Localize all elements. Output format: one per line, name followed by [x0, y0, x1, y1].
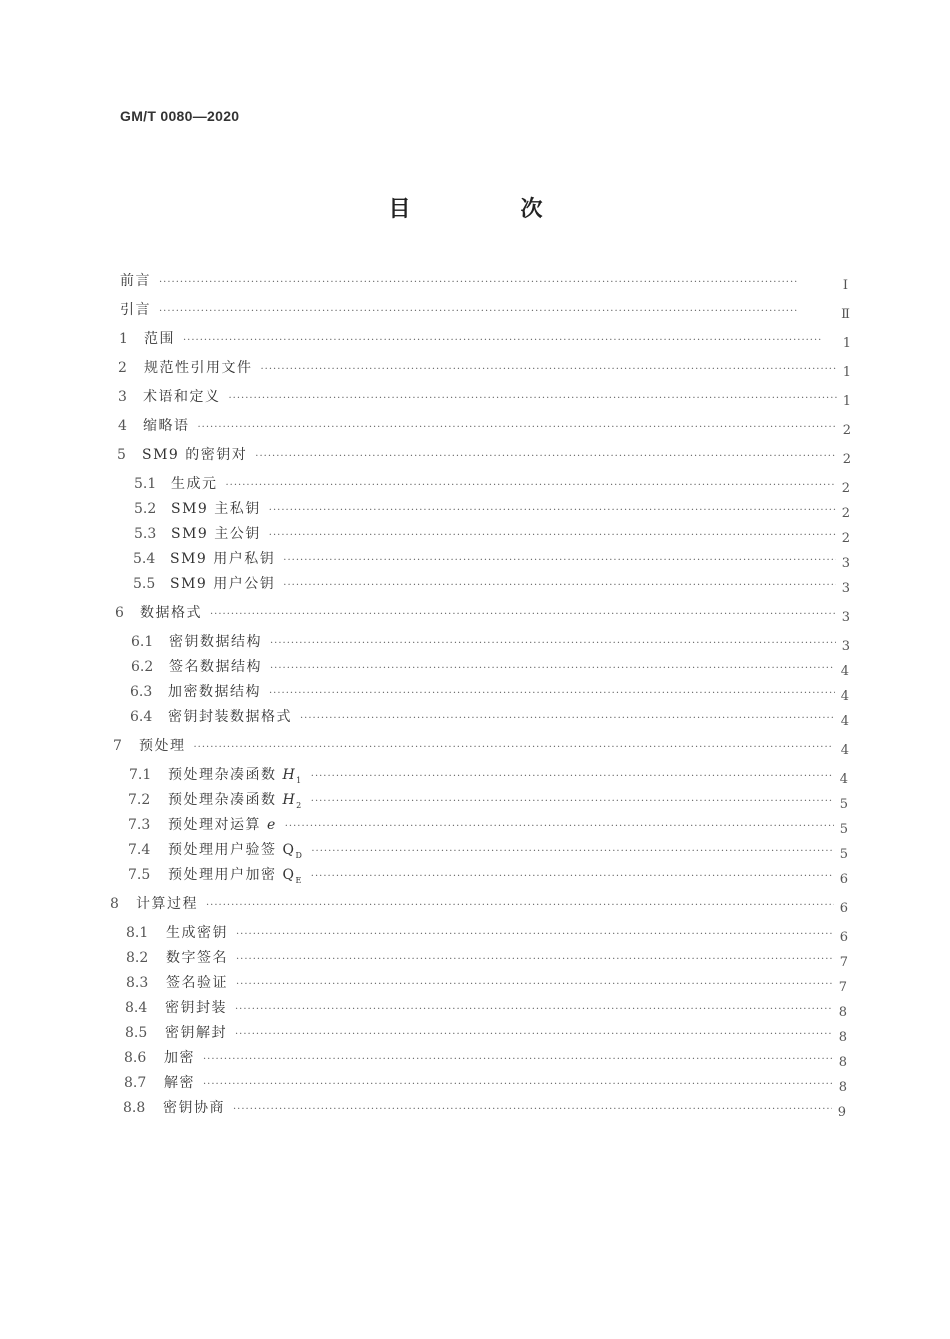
toc-leader-dots: [235, 1029, 833, 1040]
toc-page-number: 9: [837, 1105, 846, 1120]
toc-page-number: 2: [842, 452, 851, 467]
toc-page-number: 7: [838, 980, 847, 995]
toc-page-number: 3: [841, 556, 850, 571]
toc-entry-text: 预处理用户加密 Q: [168, 867, 296, 883]
toc-page-number: 4: [839, 772, 848, 787]
toc-entry[interactable]: [130, 706, 849, 729]
toc-page-number: 7: [839, 955, 848, 970]
toc-entry-number: 6.4: [130, 709, 153, 725]
toc-entry[interactable]: [126, 947, 848, 970]
math-symbol: H: [282, 767, 297, 783]
toc-entry-label: 预处理: [139, 738, 186, 754]
toc-entry-label: [168, 764, 303, 785]
toc-leader-dots: [226, 480, 836, 491]
toc-page-number: 1: [842, 394, 851, 409]
toc-entry-label: [168, 814, 277, 834]
toc-entry[interactable]: [118, 386, 851, 409]
toc-leader-dots: [283, 580, 835, 591]
toc-leader-dots: [270, 663, 835, 674]
toc-leader-dots: [194, 742, 835, 753]
toc-entry-label: SM9 用户公钥: [170, 576, 276, 592]
toc-entry-label: 计算过程: [136, 896, 198, 912]
toc-entry-number: 6.2: [131, 659, 154, 675]
toc-entry[interactable]: [123, 1097, 846, 1120]
toc-entry-label: 密钥协商: [163, 1100, 225, 1116]
toc-entry-number: 5.5: [133, 576, 156, 592]
toc-entry-number: 4: [118, 418, 127, 434]
toc-entry-number: 6.3: [130, 684, 153, 700]
toc-entry[interactable]: [126, 972, 847, 995]
math-subscript: E: [295, 875, 303, 885]
toc-entry-label: 范围: [144, 331, 175, 347]
toc-leader-dots: [311, 771, 834, 782]
toc-page-number: 2: [841, 506, 850, 521]
toc-leader-dots: [210, 609, 836, 620]
toc-entry-text: 预处理杂凑函数: [168, 767, 277, 783]
toc-page-number: 6: [839, 901, 848, 916]
toc-entry-number: 8.8: [123, 1100, 146, 1116]
toc-entry-number: 5.4: [133, 551, 156, 567]
toc-entry-label: 密钥解封: [165, 1025, 227, 1041]
toc-leader-dots: [229, 393, 837, 404]
toc-entry-label: 签名数据结构: [169, 659, 262, 675]
math-symbol: e: [266, 817, 277, 833]
toc-entry-label: SM9 的密钥对: [142, 447, 248, 463]
toc-page-number: 2: [841, 531, 850, 546]
toc-entry[interactable]: [134, 473, 850, 496]
toc-entry[interactable]: [120, 270, 848, 293]
toc-leader-dots: [311, 871, 834, 882]
toc-leader-dots: [198, 422, 837, 433]
toc-entry-number: 8.4: [125, 1000, 148, 1016]
toc-entry-number: 2: [118, 360, 127, 376]
toc-entry-label: [168, 864, 303, 885]
toc-entry-label: SM9 主公钥: [171, 526, 261, 542]
toc-entry-number: 7.5: [128, 867, 151, 883]
toc-entry-label: 加密: [164, 1050, 195, 1066]
toc-leader-dots: [261, 364, 837, 375]
toc-entry[interactable]: [133, 573, 850, 596]
toc-page-number: 4: [840, 714, 849, 729]
math-subscript: 2: [296, 800, 303, 810]
toc-page-number: 4: [840, 664, 849, 679]
toc-leader-dots: [269, 505, 836, 516]
toc-leader-dots: [233, 1104, 832, 1115]
toc-entry[interactable]: [133, 548, 850, 571]
toc-entry-number: 8.6: [124, 1050, 147, 1066]
toc-entry-label: [168, 789, 303, 810]
toc-page-number: 8: [838, 1055, 847, 1070]
toc-leader-dots: [203, 1054, 833, 1065]
toc-leader-dots: [269, 530, 836, 541]
toc-page-number: 5: [839, 822, 848, 837]
toc-entry-label: [168, 839, 303, 860]
toc-page-number: 8: [838, 1005, 847, 1020]
toc-leader-dots: [311, 796, 834, 807]
toc-page-number: Ⅱ: [841, 307, 850, 322]
toc-leader-dots: [283, 555, 835, 566]
math-subscript: 1: [296, 775, 303, 785]
toc-entry[interactable]: [118, 415, 851, 438]
toc-entry-number: 7.2: [128, 792, 151, 808]
toc-leader-dots: [236, 979, 833, 990]
toc-entry-number: 7.4: [128, 842, 151, 858]
toc-leader-dots: [285, 821, 834, 832]
toc-entry[interactable]: [126, 922, 848, 945]
toc-page-number: 5: [839, 847, 848, 862]
toc-entry[interactable]: [125, 1022, 847, 1045]
toc-entry-number: 1: [119, 331, 128, 347]
toc-entry-text: 预处理用户验签 Q: [168, 842, 296, 858]
toc-entry-label: 解密: [164, 1075, 195, 1091]
toc-page-number: 1: [842, 365, 851, 380]
page-title: 目 次: [388, 197, 587, 222]
toc-entry-text: 预处理杂凑函数: [168, 792, 277, 808]
toc-entry-number: 7.3: [128, 817, 151, 833]
toc-entry[interactable]: [134, 498, 850, 521]
toc-page-number: 3: [841, 610, 850, 625]
toc-entry[interactable]: [128, 789, 848, 810]
toc-entry-label: 术语和定义: [143, 389, 221, 405]
toc-entry[interactable]: [117, 444, 851, 467]
toc-entry[interactable]: [134, 523, 850, 546]
toc-leader-dots: [270, 638, 836, 649]
toc-entry-label: 密钥封装数据格式: [168, 709, 292, 725]
toc-page-number: 8: [838, 1080, 847, 1095]
toc-leader-dots: [236, 954, 834, 965]
toc-entry[interactable]: [131, 631, 850, 654]
toc-page-number: 4: [840, 743, 849, 758]
toc-page-number: 1: [842, 336, 851, 351]
toc-entry[interactable]: [124, 1072, 847, 1095]
toc-entry-label: 缩略语: [143, 418, 190, 434]
toc-entry-number: 6: [115, 605, 124, 621]
toc-entry-number: 5: [117, 447, 126, 463]
math-subscript: D: [295, 850, 304, 860]
toc-page-number: Ⅰ: [842, 278, 848, 293]
toc-entry-label: 数据格式: [140, 605, 202, 621]
toc-entry-number: 8.7: [124, 1075, 147, 1091]
toc-entry-number: 5.3: [134, 526, 157, 542]
toc-page-number: 3: [841, 639, 850, 654]
toc-entry-label: 密钥封装: [165, 1000, 227, 1016]
toc-page-number: 5: [839, 797, 848, 812]
toc-entry[interactable]: [115, 602, 850, 625]
toc-page-number: 6: [839, 872, 848, 887]
toc-entry-number: 5.1: [134, 476, 157, 492]
toc-leader-dots: [236, 929, 834, 940]
toc-entry-label: 加密数据结构: [168, 684, 261, 700]
toc-leader-dots: [206, 900, 834, 911]
toc-entry-label: 前言: [120, 273, 151, 289]
toc-entry[interactable]: [125, 997, 847, 1020]
toc-entry-label: SM9 主私钥: [171, 501, 261, 517]
standard-number: GM/T 0080—2020: [120, 108, 240, 124]
toc-entry[interactable]: [130, 681, 849, 704]
toc-page-number: 8: [838, 1030, 847, 1045]
toc-entry-text: 预处理对运算: [168, 817, 261, 833]
toc-entry-number: 7: [113, 738, 122, 754]
toc-entry-number: 8.5: [125, 1025, 148, 1041]
toc-page-number: 6: [839, 930, 848, 945]
toc-leader-dots: [159, 306, 835, 317]
toc-entry[interactable]: [131, 656, 849, 679]
toc-entry[interactable]: [124, 1047, 847, 1070]
toc-entry-label: 密钥数据结构: [169, 634, 262, 650]
toc-entry-number: 8.3: [126, 975, 149, 991]
toc-leader-dots: [311, 846, 833, 857]
toc-entry[interactable]: [129, 764, 848, 785]
toc-entry-label: 生成元: [171, 476, 218, 492]
toc-leader-dots: [159, 277, 837, 288]
toc-entry-label: 数字签名: [166, 950, 228, 966]
toc-entry-number: 7.1: [129, 767, 152, 783]
toc-entry-number: 5.2: [134, 501, 157, 517]
toc-page-number: 4: [840, 689, 849, 704]
toc-page-number: 3: [841, 581, 850, 596]
toc-entry[interactable]: [128, 864, 848, 885]
toc-entry-label: SM9 用户私钥: [170, 551, 276, 567]
toc-entry-label: 签名验证: [166, 975, 228, 991]
toc-page-number: 2: [842, 423, 851, 438]
toc-entry-number: 3: [118, 389, 127, 405]
toc-entry[interactable]: [118, 357, 851, 380]
math-symbol: H: [282, 792, 297, 808]
toc-entry-label: 生成密钥: [166, 925, 228, 941]
toc-entry-number: 8: [110, 896, 119, 912]
toc-leader-dots: [235, 1004, 833, 1015]
toc-entry-number: 8.2: [126, 950, 149, 966]
toc-entry[interactable]: [128, 839, 848, 860]
toc-entry-number: 8.1: [126, 925, 149, 941]
toc-leader-dots: [183, 335, 837, 346]
toc-page-number: 2: [841, 481, 850, 496]
toc-entry[interactable]: [120, 299, 850, 322]
toc-entry[interactable]: [128, 814, 848, 837]
toc-entry[interactable]: [119, 328, 851, 351]
toc-leader-dots: [269, 688, 835, 699]
toc-entry-label: 规范性引用文件: [144, 360, 253, 376]
toc-leader-dots: [255, 451, 836, 462]
toc-leader-dots: [300, 713, 835, 724]
toc-leader-dots: [203, 1079, 833, 1090]
toc-entry[interactable]: [113, 735, 849, 758]
toc-entry[interactable]: [110, 893, 848, 916]
toc-entry-number: 6.1: [131, 634, 154, 650]
toc-entry-label: 引言: [120, 302, 151, 318]
